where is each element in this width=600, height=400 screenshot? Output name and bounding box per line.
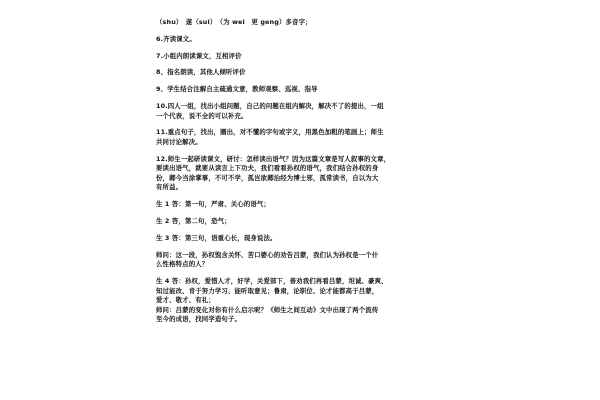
text-line: 生 2 答，第二句，恐气； xyxy=(156,217,231,225)
text-line: 7.小组内朗读课文，互相评价 xyxy=(156,51,242,60)
text-line: 一个代表，说不全的可以补充。 xyxy=(156,111,248,120)
text-line: 8、指名朗读，其他人倾听评价 xyxy=(156,68,246,77)
text-line: 爱才、敬才、有礼； xyxy=(156,296,215,305)
text-line: 要读出语气，就要从读言上下功夫，我们看看孙权的语气，我们结合孙权的身 xyxy=(156,164,379,173)
text-line: 师问：这一段，孙权饱含关怀、苦口婆心的劝告吕蒙，我们认为孙权是一个什 xyxy=(156,250,379,259)
text-line: 9、学生结合注解自主疏通文意，教师观察、巡视、指导 xyxy=(156,85,318,94)
text-line: 至今的成语，找同学造句子。 xyxy=(156,315,242,324)
text-line: 份，卿今当涂掌事，不可不学，孤岂欲卿治经为博士邪，孤常读书，自以为大 xyxy=(156,173,379,182)
document-body xyxy=(156,18,446,325)
text-line: 生 4 答：孙权，爱惜人才，好学，关爱部下，善劝我们再看吕蒙，坦诚、豪爽、 xyxy=(156,276,388,285)
text-line: 10.四人一组，找出小组问题，自己的问题在组内解决，解决不了的提出，一组 xyxy=(156,101,384,110)
text-line: 6.齐读课文。 xyxy=(156,34,196,43)
text-line: 11.重点句子，找出，圈出，对不懂的字句或字义，用黑色加粗的笔画上；师生 xyxy=(156,128,384,137)
text-line: （shu） 遂（sui） （为 wei 更 geng）多音字； xyxy=(156,18,312,26)
text-line: 共同讨论解决。 xyxy=(156,137,202,146)
text-line: 师问：吕蒙的变化对你有什么启示呢？《师生之间互动》文中出现了两个流传 xyxy=(156,305,379,314)
text-line: 么性格特点的人？ xyxy=(156,260,209,269)
text-line: 知过能改、肯于努力学习、能听取意见；鲁肃，论职位、论才能都高于吕蒙， xyxy=(156,286,379,295)
text-line: 生 1 答：第一句，严肃、关心的语气； xyxy=(156,200,270,209)
text-line: 生 3 答：第三句，语重心长，现身说法。 xyxy=(156,233,277,242)
text-line: 有所益。 xyxy=(156,183,183,192)
text-line: 12.师生一起研读课文，研讨：怎样读出语气？因为这篇文章是写人叙事的文章， xyxy=(156,154,391,163)
